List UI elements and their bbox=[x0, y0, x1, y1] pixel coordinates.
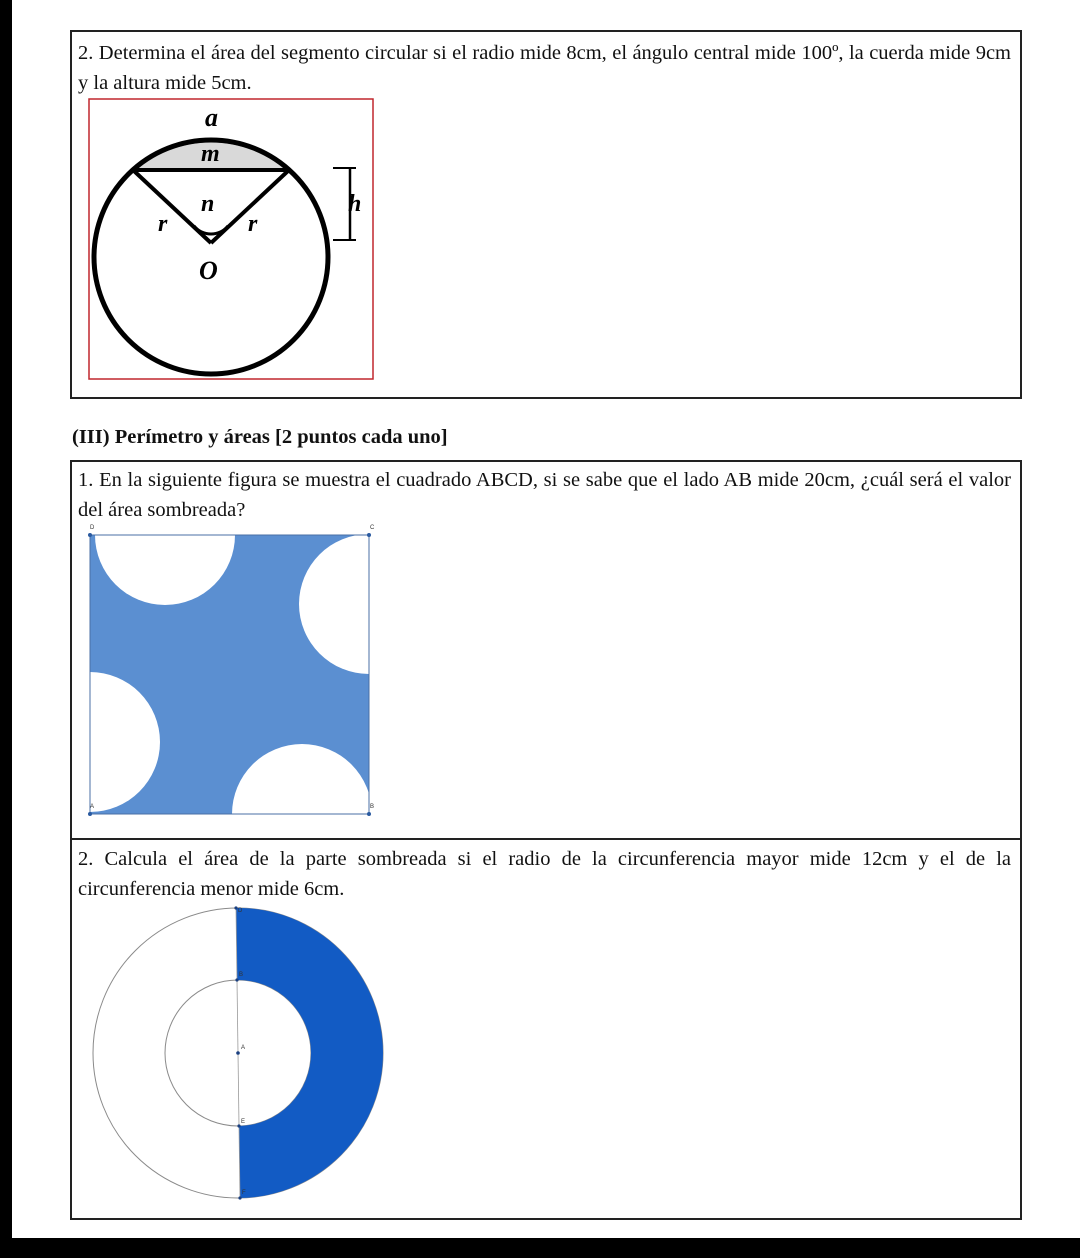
label-m: m bbox=[201, 141, 220, 167]
point-b-dot bbox=[235, 978, 238, 981]
label-a: a bbox=[205, 103, 218, 132]
point-f-dot bbox=[238, 1196, 241, 1199]
point-label-f: F bbox=[242, 1190, 246, 1196]
vertex-label-a: A bbox=[90, 804, 95, 810]
problem-square-text: 1. En la siguiente figura se muestra el cuadrado ABCD, si se sabe que el lado AB mide 20cm, ¿cuál será el valor del área sombreada? bbox=[78, 469, 1011, 521]
section-heading: (III) Perímetro y áreas [2 puntos cada uno] bbox=[72, 426, 448, 448]
vertex-dot-d bbox=[88, 533, 92, 537]
vertex-label-d: D bbox=[90, 525, 95, 531]
square-diagram bbox=[86, 522, 382, 822]
vertex-label-c: C bbox=[370, 525, 375, 531]
bottom-dark-edge bbox=[0, 1238, 1080, 1258]
point-label-d: D bbox=[238, 908, 243, 914]
label-n: n bbox=[201, 191, 215, 217]
label-h: h bbox=[348, 191, 362, 217]
vertex-label-b: B bbox=[370, 804, 375, 810]
center-point-a bbox=[236, 1051, 240, 1055]
point-label-a: A bbox=[241, 1045, 246, 1051]
vertex-dot-c bbox=[367, 533, 371, 537]
problem-circular-segment-text: 2. Determina el área del segmento circular si el radio mide 8cm, el ángulo central mide 100º, la cuerda mide 9cm y la altura mide 5cm. bbox=[78, 42, 1011, 94]
ring-diagram bbox=[90, 902, 390, 1202]
vertex-dot-b bbox=[367, 812, 371, 816]
label-o: O bbox=[199, 256, 218, 285]
point-label-e: E bbox=[241, 1119, 246, 1125]
problem-ring-text: 2. Calcula el área de la parte sombreada si el radio de la circunferencia mayor mide 12cm y el de la circunferencia menor mide 6cm. bbox=[78, 848, 1011, 900]
circle-segment-diagram bbox=[88, 98, 376, 382]
label-r-right: r bbox=[248, 211, 258, 237]
label-r-left: r bbox=[158, 211, 168, 237]
left-dark-edge bbox=[0, 0, 12, 1258]
vertex-dot-a bbox=[88, 812, 92, 816]
shaded-half-ring bbox=[236, 908, 383, 1198]
point-label-b: B bbox=[239, 972, 244, 978]
